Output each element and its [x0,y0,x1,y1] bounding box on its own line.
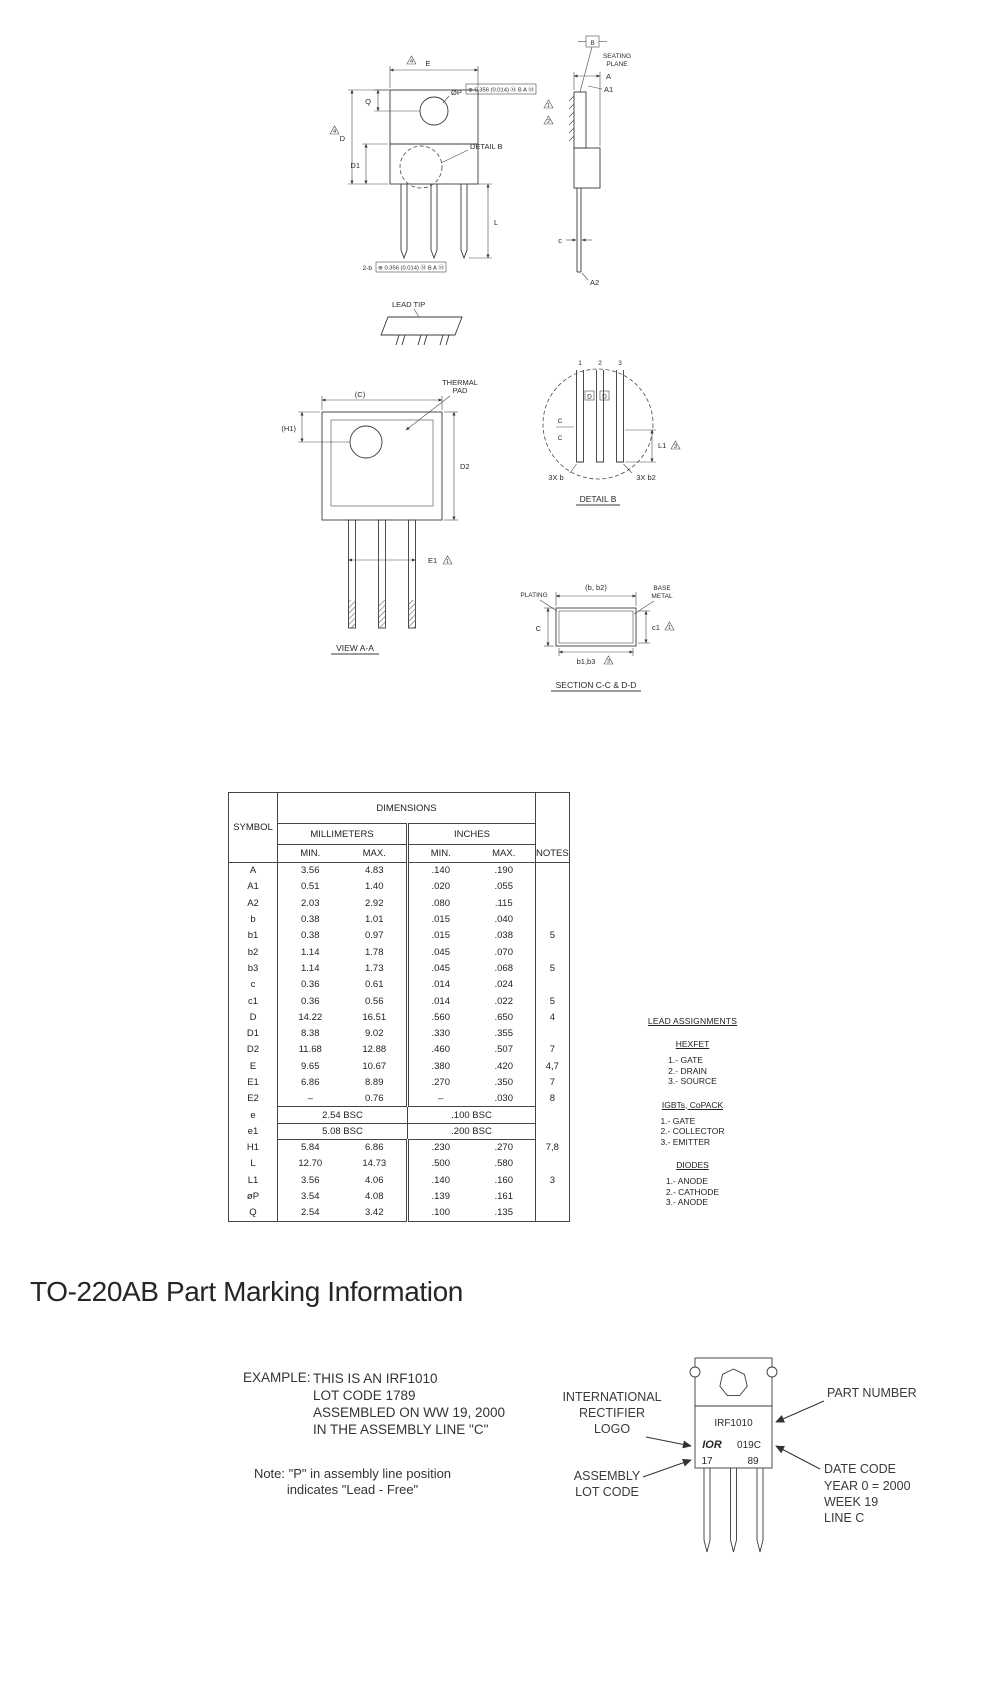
fcf-text: ⊕ 0.356 (0.014) Ⓜ B A Ⓜ [468,87,531,94]
seating-plane-label-1: SEATING [602,53,632,60]
dim-table-row [229,1205,570,1221]
dim-table-row [229,863,570,879]
dim-table-cell: 12.70 [298,1158,323,1170]
dim-table-cell: .115 [494,897,513,909]
lead-assignments-igbt [630,1100,755,1148]
section-letter-d: D [602,393,607,401]
note-flag-3-l1 [671,441,680,450]
dim-table-cell: 14.73 [362,1158,387,1170]
dim-table-cell: b1 [229,928,278,944]
dim-table-cell: E2 [229,1091,278,1107]
dim-table-cell: e1 [229,1123,278,1139]
dim-table-cell: 4.08 [365,1191,384,1203]
dim-table-cell: 3.56 [301,1174,320,1186]
dim-table-cell: .161 [494,1191,513,1203]
dim-table-cell [536,1107,570,1123]
lead-item: 3.- EMITTER [660,1136,711,1147]
note-flag-number: 4 [409,59,414,65]
dim-table-cell: 4 [536,1009,570,1025]
dim-table-cell: 9.65 [301,1060,320,1072]
dim-table-row [229,911,570,927]
dim-table-row [229,1058,570,1074]
dim-table-cell: .355 [494,1028,513,1040]
dim-table-cell: 5 [536,960,570,976]
note-flag-1-c1 [665,622,674,631]
dim-table-cell: .190 [494,865,513,877]
package-leads [704,1468,763,1552]
dim-table-cell: A2 [229,895,278,911]
dim-table-cell: .139 [408,1188,473,1204]
dim-table-cell: 7 [536,1042,570,1058]
col-header-millimeters: MILLIMETERS [278,824,408,845]
dim-table-cell [536,863,570,879]
dim-table-cell: 5.08 BSC [278,1123,408,1139]
dim-table-cell: .045 [408,944,473,960]
dim-table-cell: .015 [408,911,473,927]
dim-table-cell: 1.78 [365,946,384,958]
dim-table-cell: .650 [494,1011,513,1023]
lead-tip-caption: LEAD TIP [392,300,426,309]
feature-control-frame-top [466,84,536,94]
dim-table-cell [536,1156,570,1172]
dim-table-cell: 2.54 [301,1207,320,1219]
dim-table-cell: 4,7 [536,1058,570,1074]
note-line-1: Note: "P" in assembly line position [253,1466,452,1481]
section-letter-c: C [557,418,563,425]
col-header-notes: NOTES [536,793,570,863]
dim-table-cell: c1 [229,993,278,1009]
dim-table-cell: 0.36 [301,995,320,1007]
dim-table-cell: .330 [408,1025,473,1041]
dim-table-cell: 14.22 [298,1011,323,1023]
dim-table-cell: L [229,1156,278,1172]
dim-table-cell: 3 [536,1172,570,1188]
section-d-d-flags [585,391,609,401]
dim-label-D2: D2 [460,462,470,471]
note-flag-3-b1b3 [604,656,613,665]
mounting-hole [420,97,448,125]
date-code-callout-line-1: DATE CODE [824,1462,896,1476]
dim-table-cell: 0.38 [301,914,320,926]
lead-item: 3.- ANODE [665,1197,708,1207]
dim-table-cell: .015 [408,928,473,944]
marked-package [690,1358,777,1552]
tab-notch-right [767,1367,777,1377]
dim-table-cell: 5.84 [301,1142,320,1154]
dim-table-cell: .014 [408,993,473,1009]
marking-lot-right: 89 [747,1456,759,1467]
dim-table-row [229,928,570,944]
dim-table-cell: .045 [408,960,473,976]
dim-table-cell: 7,8 [536,1140,570,1156]
detail-leads [577,370,624,462]
dim-table-row [229,1156,570,1172]
dim-table-cell: 4.83 [365,865,384,877]
dim-table-cell: .580 [494,1158,513,1170]
detail-b-caption: DETAIL B [579,494,617,504]
dim-table-cell: .200 BSC [408,1123,536,1139]
section-c-c-flags [556,418,574,442]
dim-table-cell: E [229,1058,278,1074]
tab-notch-left [690,1367,700,1377]
lead-item: 3.- SOURCE [668,1076,717,1086]
dim-table-cell: .270 [408,1074,473,1090]
section-caption: SECTION C-C & D-D [555,680,637,690]
dim-table-cell [536,1025,570,1041]
note-flag-number: 1 [667,625,672,631]
dim-label-C-ref: (C) [354,390,366,399]
dim-table-cell: D [229,1009,278,1025]
dim-table-cell: 3.56 [301,865,320,877]
dim-table-cell: .230 [408,1140,473,1156]
dim-table-row [229,1172,570,1188]
dim-table-cell [536,944,570,960]
seating-face-hatch [569,96,574,141]
dim-table-cell: 8.89 [365,1077,384,1088]
dim-table-cell: .100 [408,1205,473,1221]
dim-table-cell: E1 [229,1074,278,1090]
dim-table-cell: 2.54 BSC [278,1107,408,1123]
dim-label-A2: A2 [590,278,600,287]
dim-table-body [229,863,570,1222]
dim-table-cell: 0.36 [301,979,320,991]
dim-label-L1: L1 [658,441,667,450]
dim-table-row [229,1025,570,1041]
section-letter-c: C [557,435,563,442]
dim-table-cell: 8 [536,1091,570,1107]
dim-table-cell: .135 [494,1207,513,1219]
dim-table-cell: 2.92 [365,897,384,909]
lead-assignments [630,1016,755,1208]
dim-table-row [229,1042,570,1058]
dim-table-cell: .270 [494,1142,513,1154]
dim-table-cell: 2.03 [301,897,320,909]
lead-assignments-diodes [630,1160,755,1208]
note-flag-1-e1 [443,556,452,565]
dim-table-cell: 10.67 [362,1060,387,1072]
dim-label-D: D [339,134,345,143]
fcf-text: ⊕ 0.356 (0.014) Ⓜ B A Ⓜ [378,265,441,272]
example-line-3: ASSEMBLED ON WW 19, 2000 [313,1405,506,1420]
dim-table-cell: 9.02 [365,1028,384,1040]
lead-tip-view [381,300,462,345]
part-marking-figure [0,1340,982,1580]
lead-item: 1.- ANODE [665,1176,708,1186]
dim-table-cell: A [229,863,278,879]
dim-table-row [229,960,570,976]
part-marking-heading: TO-220AB Part Marking Information [30,1276,463,1307]
dim-table-cell: .507 [494,1044,513,1056]
side-lead [577,188,581,272]
dim-table-cell: b [229,911,278,927]
thermal-pad-label-2: PAD [452,386,468,395]
logo-callout-line-3: LOGO [593,1422,631,1436]
dim-table-cell: – [408,1091,473,1107]
dim-label-E1: E1 [428,556,438,565]
dim-table-cell [536,895,570,911]
dim-table-cell: .020 [408,879,473,895]
dim-table-cell: 3.54 [301,1191,320,1203]
dim-table-cell: 4.06 [365,1174,384,1186]
lead-number-2: 2 [598,360,602,367]
dim-table-cell: 11.68 [298,1044,322,1056]
lot-code-callout-line-1: ASSEMBLY [573,1469,641,1483]
dim-table-cell [536,879,570,895]
dim-table-cell: 0.51 [301,881,320,893]
dim-table-cell: .350 [494,1077,513,1088]
package-outline-drawing [0,0,982,760]
dim-table-cell: .140 [408,863,473,879]
mounting-hole-heptagon [720,1369,747,1396]
marking-lot-left: 17 [701,1456,713,1467]
lot-code-callout-line-2: LOT CODE [575,1485,639,1499]
dim-table-cell: 12.88 [362,1044,387,1056]
lead-item: 2.- COLLECTOR [660,1126,725,1136]
dim-table-cell [536,1188,570,1204]
lead-number-3: 3 [618,360,622,367]
dim-table-row [229,977,570,993]
dim-label-c: c [558,236,562,245]
section-heading-igbt: IGBTs, CoPACK [661,1099,724,1110]
dim-label-c-section: C [535,624,541,633]
base-metal-label-2: METAL [651,593,673,600]
dim-label-3xb: 3X b [548,473,564,482]
section-heading-diodes: DIODES [676,1160,709,1170]
dimensions-table [228,792,570,1222]
dim-table-cell: .070 [494,946,513,958]
dim-table-cell: .022 [494,995,513,1007]
note-flag-number: 2 [546,119,551,125]
dim-table-cell: – [307,1093,313,1105]
dim-table-cell: Q [229,1205,278,1221]
dim-table-cell: 0.76 [365,1093,384,1105]
dim-table-cell: .030 [494,1093,513,1105]
dim-table-cell: L1 [229,1172,278,1188]
dim-table-cell [536,1205,570,1221]
lead-item: 2.- CATHODE [665,1186,720,1197]
date-code-callout-line-2: YEAR 0 = 2000 [824,1479,911,1493]
dim-table-cell: .055 [494,881,513,893]
lead-number-1: 1 [578,360,582,367]
datum-flag-B [578,36,607,47]
dim-label-Q: Q [365,97,371,106]
dim-table-cell: 3.42 [365,1207,384,1219]
note-flag-4-left [330,126,339,135]
ior-logo: IOR [702,1439,722,1451]
dim-table-row [229,1074,570,1090]
note-flag-2 [544,116,553,125]
dim-label-D1: D1 [350,161,360,170]
dim-table-row [229,1140,570,1156]
dim-table-cell: b3 [229,960,278,976]
lead-item: 1.- GATE [668,1055,703,1065]
col-header-inches: INCHES [408,824,536,845]
marking-date-code: 019C [737,1440,761,1451]
dim-table-cell: .080 [408,895,473,911]
dim-table-cell: .014 [408,977,473,993]
dim-table-row [229,1188,570,1204]
dim-table-cell: .560 [408,1009,473,1025]
dim-label-H1-ref: (H1) [281,424,296,433]
dim-table-cell: .024 [494,979,513,991]
detail-b-zone-circle [400,146,442,188]
section-letter-d: D [587,393,592,401]
col-header-max-mm: MAX. [343,845,408,863]
view-a-a-caption: VIEW A-A [336,643,374,653]
date-code-callout-line-3: WEEK 19 [824,1495,879,1509]
dim-table-cell: .038 [494,930,513,942]
section-heading-hexfet: HEXFET [675,1039,710,1049]
dim-table-cell: 7 [536,1074,570,1090]
dim-table-row [229,1107,570,1123]
dim-label-2b: 2-b [362,265,372,272]
note-line-2: indicates "Lead - Free" [286,1482,419,1497]
dim-table-cell: 6.86 [365,1142,384,1154]
dim-table-cell: 0.38 [301,930,320,942]
dim-table-cell: .380 [408,1058,473,1074]
col-header-max-in: MAX. [473,845,536,863]
dim-label-A: A [606,72,612,81]
dim-table-row [229,1123,570,1139]
dim-table-cell: c [229,977,278,993]
plating-label: PLATING [520,592,548,599]
dim-table-cell: .140 [408,1172,473,1188]
front-view [330,56,536,272]
dim-table-cell: 8.38 [301,1028,320,1040]
example-line-1: THIS IS AN IRF1010 [313,1371,438,1386]
dim-table-cell: 16.51 [362,1011,387,1023]
dim-table-cell: 5 [536,928,570,944]
date-code-callout-line-4: LINE C [824,1511,865,1525]
dim-table-row [229,944,570,960]
dim-table-cell: 1.73 [365,962,384,974]
lead-assignments-title: LEAD ASSIGNMENTS [647,1016,738,1026]
dim-label-b1-b3: b1,b3 [576,657,596,666]
dim-table-cell: øP [229,1188,278,1204]
note-flag-number: 1 [445,559,450,565]
dim-table-cell: A1 [229,879,278,895]
base-metal-label-1: BASE [653,585,671,592]
dim-label-E: E [425,59,431,68]
dim-label-hole-dia: ØP [451,88,462,97]
dim-table-cell: H1 [229,1140,278,1156]
dim-table-cell: .160 [494,1174,513,1186]
example-line-2: LOT CODE 1789 [313,1388,416,1403]
dim-table-row [229,1091,570,1107]
detail-b-view [543,360,680,505]
lead-item: 1.- GATE [660,1115,696,1126]
back-leads [349,520,416,628]
dim-label-A1: A1 [604,85,614,94]
detail-b-callout: DETAIL B [470,142,503,151]
dim-table-cell: 1.40 [365,881,384,893]
lead-tip-ticks [396,335,449,345]
lead-assignments-hexfet [630,1039,755,1087]
col-header-symbol: SYMBOL [229,793,278,863]
dim-table-cell: D1 [229,1025,278,1041]
dim-table-cell [536,1123,570,1139]
package-tab [695,1358,772,1406]
note-flag-number: 4 [332,129,337,135]
dim-table-cell: 5 [536,993,570,1009]
dim-label-L: L [494,218,499,227]
dim-table-cell: .500 [408,1156,473,1172]
dim-table-cell: .100 BSC [408,1107,536,1123]
dim-table-row [229,993,570,1009]
dim-table-cell: 1.14 [301,946,320,958]
marking-part-number: IRF1010 [714,1418,753,1429]
dimensions-table-header [229,793,570,863]
feature-control-frame-bottom [376,262,446,272]
dim-label-c1: c1 [652,623,660,632]
dim-table-cell: 6.86 [301,1077,320,1088]
note-flag-4-top [407,56,416,65]
example-label: EXAMPLE: [243,1370,311,1385]
dim-table-row [229,895,570,911]
thermal-pad-outline [331,420,433,506]
dim-table-cell: 0.61 [365,979,384,991]
dim-table-cell: D2 [229,1042,278,1058]
front-leads [401,184,467,258]
logo-callout-line-1: INTERNATIONAL [562,1390,662,1404]
dim-table-cell: .040 [494,914,513,926]
col-header-min-in: MIN. [408,845,473,863]
dim-table-cell: .460 [408,1042,473,1058]
note-flag-number: 1 [546,103,551,109]
note-flag-number: 3 [673,444,678,450]
dim-table-cell: 1.01 [365,914,384,926]
col-header-min-mm: MIN. [278,845,343,863]
dim-table-cell: 0.97 [365,930,384,942]
note-flag-number: 3 [606,659,611,665]
dim-table-row [229,1009,570,1025]
lead-item: 2.- DRAIN [668,1065,707,1076]
section-c-d-view [520,583,674,691]
dim-table-cell: .420 [494,1060,513,1072]
mounting-hole-back [350,426,382,458]
logo-callout-line-2: RECTIFIER [579,1406,645,1420]
dim-table-cell: e [229,1107,278,1123]
side-view [544,36,631,287]
dim-table-cell: 1.14 [301,962,320,974]
view-a-a [281,378,478,654]
dim-table-cell: .068 [494,962,513,974]
example-line-4: IN THE ASSEMBLY LINE "C" [313,1422,489,1437]
dim-table-cell [536,977,570,993]
note-flag-1 [544,100,553,109]
thermal-pad-label-1: THERMAL [442,378,478,387]
dim-label-b-b2: (b, b2) [585,583,607,592]
col-header-dimensions: DIMENSIONS [278,793,536,824]
part-number-callout: PART NUMBER [827,1386,917,1400]
datum-letter: B [590,40,595,47]
dim-label-3xb2: 3X b2 [636,473,656,482]
dim-table-row [229,879,570,895]
seating-plane-label-2: PLANE [606,61,628,68]
base-metal-section [559,611,633,643]
dim-table-cell [536,911,570,927]
dim-table-cell: 0.56 [365,995,384,1007]
dim-table-cell: b2 [229,944,278,960]
